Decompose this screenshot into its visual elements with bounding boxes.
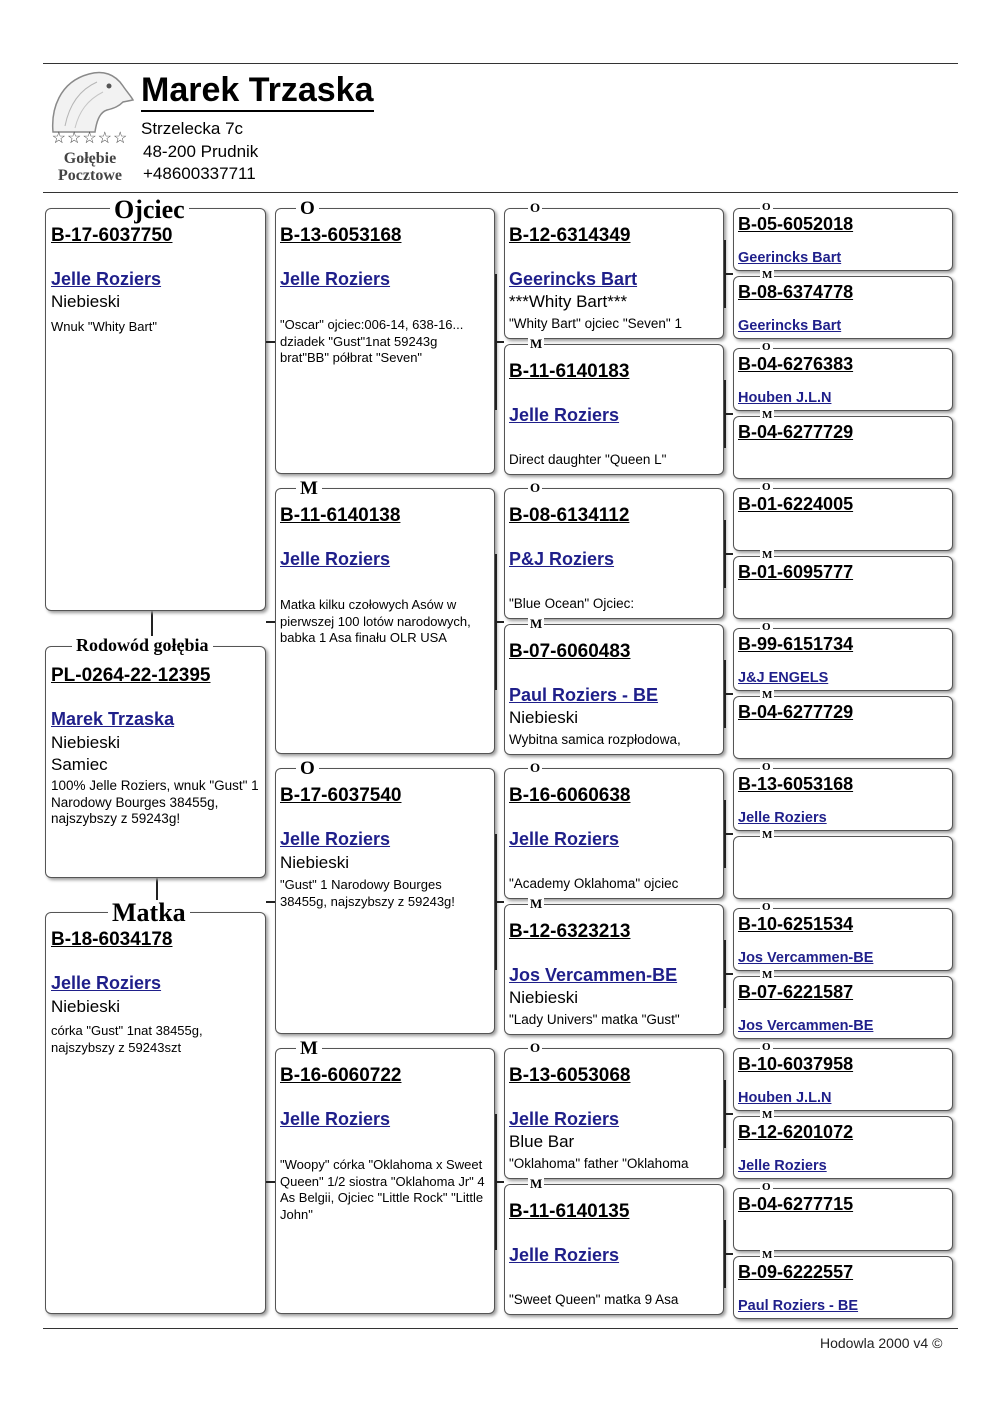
gen4-card[interactable]	[733, 276, 953, 339]
gen3-owner[interactable]: Jelle Roziers	[509, 1109, 620, 1129]
gen3-ring: B-11-6140135	[509, 1201, 630, 1222]
gen3-card[interactable]	[504, 344, 724, 475]
gen3-owner[interactable]: Geerincks Bart	[509, 269, 638, 289]
father-note: Wnuk "Whity Bart"	[51, 319, 158, 334]
connector-line	[724, 413, 733, 415]
gen4-sex-label: O	[762, 341, 771, 353]
gen4-ring: B-04-6277715	[738, 1194, 854, 1214]
gen4-owner[interactable]: Geerincks Bart	[738, 250, 842, 266]
connector-line	[495, 901, 504, 903]
gen3-card[interactable]	[504, 488, 724, 619]
gen3-sex-label: M	[530, 336, 543, 351]
gen2-ring: B-11-6140138	[280, 505, 401, 526]
gen3-color: Niebieski	[509, 988, 578, 1007]
gen3-owner[interactable]: Jelle Roziers	[509, 829, 620, 849]
father-ring: B-17-6037750	[51, 225, 173, 246]
connector-line	[266, 901, 275, 903]
connector-line	[724, 693, 733, 695]
gen2-owner[interactable]: Jelle Roziers	[280, 269, 391, 289]
pigeon-icon	[45, 66, 135, 136]
top-rule	[43, 63, 958, 64]
gen2-note: "Woopy" córka "Oklahoma x Sweet Queen" 1/2 siostra "Oklahoma Jr" 4 As Belgii, Ojciec "Little Rock" "Little John"	[280, 1157, 485, 1222]
gen2-sex-label: M	[296, 479, 322, 498]
gen4-sex-label: O	[762, 481, 771, 493]
gen4-card[interactable]	[733, 768, 953, 831]
connector-line	[495, 341, 504, 343]
gen4-card[interactable]	[733, 696, 953, 759]
logo-text-line2: Pocztowe	[58, 167, 122, 184]
gen4-owner[interactable]: J&J ENGELS	[738, 670, 829, 686]
gen3-owner[interactable]: Jelle Roziers	[509, 405, 620, 425]
connector-line	[151, 610, 153, 638]
gen4-card[interactable]	[733, 1116, 953, 1179]
footer-rule	[43, 1328, 958, 1329]
pedigree-label: Rodowód gołębia	[72, 636, 213, 654]
gen4-sex-label: M	[762, 1109, 773, 1121]
connector-line	[724, 833, 733, 835]
mother-color: Niebieski	[51, 997, 120, 1016]
father-card[interactable]	[45, 208, 266, 611]
gen3-note: "Sweet Queen" matka 9 Asa	[509, 1292, 679, 1307]
gen4-ring: B-10-6037958	[738, 1054, 854, 1074]
gen2-card[interactable]	[275, 208, 495, 474]
gen2-owner[interactable]: Jelle Roziers	[280, 829, 391, 849]
gen4-ring: B-05-6052018	[738, 214, 854, 234]
subject-note: 100% Jelle Roziers, wnuk "Gust" 1 Narodowy Bourges 38455g, najszybszy z 59243g!	[51, 778, 259, 826]
gen4-ring: B-09-6222557	[738, 1262, 854, 1282]
gen4-card[interactable]	[733, 628, 953, 691]
gen4-card[interactable]	[733, 1256, 953, 1319]
father-label: Ojciec	[110, 197, 189, 223]
gen2-card[interactable]	[275, 1048, 495, 1314]
gen4-ring: B-99-6151734	[738, 634, 854, 654]
gen3-note: Wybitna samica rozpłodowa,	[509, 732, 681, 747]
connector-line	[495, 1181, 504, 1183]
gen3-ring: B-08-6134112	[509, 505, 630, 526]
gen3-color: Blue Bar	[509, 1132, 575, 1151]
gen4-card[interactable]	[733, 488, 953, 551]
gen4-owner[interactable]: Houben J.L.N	[738, 390, 832, 406]
gen2-owner[interactable]: Jelle Roziers	[280, 1109, 391, 1129]
connector-line	[266, 341, 275, 343]
gen4-owner[interactable]: Geerincks Bart	[738, 318, 842, 334]
gen4-card[interactable]	[733, 416, 953, 479]
gen4-sex-label: O	[762, 1041, 771, 1053]
gen4-card[interactable]	[733, 1048, 953, 1111]
gen2-sex-label: M	[296, 1039, 322, 1058]
gen2-sex-label: O	[296, 759, 319, 778]
connector-line	[724, 1253, 733, 1255]
breeder-logo	[45, 66, 135, 186]
gen4-sex-label: O	[762, 1181, 771, 1193]
logo-stars: ☆☆☆☆☆	[51, 130, 129, 147]
footer-text: Hodowla 2000 v4 ©	[820, 1335, 943, 1351]
gen4-sex-label: M	[762, 269, 773, 281]
gen2-ring: B-16-6060722	[280, 1065, 402, 1086]
header-rule	[43, 192, 958, 193]
gen3-owner[interactable]: Jos Vercammen-BE	[509, 965, 678, 985]
gen2-note: Matka kilku czołowych Asów w pierwszej 100 lotów narodowych, babka 1 Asa finału OLR USA	[280, 597, 471, 645]
gen3-note: Direct daughter "Queen L"	[509, 452, 667, 467]
gen4-ring: B-04-6276383	[738, 354, 854, 374]
gen3-ring: B-13-6053068	[509, 1065, 631, 1086]
gen4-ring: B-12-6201072	[738, 1122, 854, 1142]
subject-card[interactable]	[45, 646, 266, 878]
gen4-owner[interactable]: Jelle Roziers	[738, 810, 827, 826]
subject-ring: PL-0264-22-12395	[51, 665, 211, 686]
gen4-owner[interactable]: Jelle Roziers	[738, 1158, 827, 1174]
gen2-owner[interactable]: Jelle Roziers	[280, 549, 391, 569]
gen4-owner[interactable]: Houben J.L.N	[738, 1090, 832, 1106]
connector-line	[266, 621, 275, 623]
gen3-card[interactable]	[504, 768, 724, 899]
breeder-street: Strzelecka 7c	[141, 119, 244, 138]
gen4-card[interactable]	[733, 976, 953, 1039]
gen4-owner[interactable]: Jos Vercammen-BE	[738, 950, 874, 966]
gen4-ring: B-04-6277729	[738, 702, 854, 722]
gen3-sex-label: O	[530, 760, 541, 775]
father-owner[interactable]: Jelle Roziers	[51, 269, 162, 289]
gen4-sex-label: O	[762, 621, 771, 633]
gen4-card[interactable]	[733, 836, 953, 899]
connector-line	[724, 553, 733, 555]
mother-card[interactable]	[45, 912, 266, 1314]
gen2-sex-label: O	[296, 199, 319, 218]
gen3-sex-label: O	[530, 480, 541, 495]
gen4-ring: B-01-6095777	[738, 562, 854, 582]
gen4-sex-label: M	[762, 689, 773, 701]
gen3-ring: B-07-6060483	[509, 641, 631, 662]
gen2-color: Niebieski	[280, 853, 349, 872]
gen4-ring: B-04-6277729	[738, 422, 854, 442]
subject-sex: Samiec	[51, 755, 108, 774]
gen4-sex-label: M	[762, 969, 773, 981]
gen3-card[interactable]	[504, 904, 724, 1035]
gen4-card[interactable]	[733, 556, 953, 619]
gen2-note: "Oscar" ojciec:006-14, 638-16... dziadek "Gust"1nat 59243g brat"BB" półbrat "Seven"	[280, 317, 464, 365]
subject-color: Niebieski	[51, 733, 120, 752]
gen4-ring: B-01-6224005	[738, 494, 854, 514]
connector-line	[724, 973, 733, 975]
gen4-sex-label: M	[762, 1249, 773, 1261]
gen2-card[interactable]	[275, 768, 495, 1034]
gen2-ring: B-13-6053168	[280, 225, 402, 246]
gen3-note: "Lady Univers" matka "Gust"	[509, 1012, 680, 1027]
gen3-card[interactable]	[504, 624, 724, 755]
gen4-ring: B-10-6251534	[738, 914, 854, 934]
gen4-sex-label: M	[762, 549, 773, 561]
gen3-note: "Blue Ocean" Ojciec:	[509, 596, 635, 611]
mother-ring: B-18-6034178	[51, 929, 173, 950]
gen2-ring: B-17-6037540	[280, 785, 402, 806]
gen3-card[interactable]	[504, 1184, 724, 1315]
gen4-owner[interactable]: Paul Roziers - BE	[738, 1298, 859, 1314]
gen4-owner[interactable]: Jos Vercammen-BE	[738, 1018, 874, 1034]
gen3-ring: B-11-6140183	[509, 361, 630, 382]
connector-line	[724, 273, 733, 275]
gen3-card[interactable]	[504, 1048, 724, 1179]
gen3-owner[interactable]: Jelle Roziers	[509, 1245, 620, 1265]
subject-owner[interactable]: Marek Trzaska	[51, 709, 175, 729]
mother-note: córka "Gust" 1nat 38455g, najszybszy z 59243szt	[51, 1023, 203, 1055]
gen3-sex-label: M	[530, 896, 543, 911]
gen4-ring: B-13-6053168	[738, 774, 854, 794]
gen3-sex-label: M	[530, 1176, 543, 1191]
gen3-owner[interactable]: Paul Roziers - BE	[509, 685, 659, 705]
gen4-sex-label: M	[762, 829, 773, 841]
father-color: Niebieski	[51, 292, 120, 311]
gen3-color: ***Whity Bart***	[509, 292, 628, 311]
gen3-card[interactable]	[504, 208, 724, 339]
gen2-card[interactable]	[275, 488, 495, 754]
gen3-sex-label: O	[530, 200, 541, 215]
gen3-note: "Oklahoma" father "Oklahoma	[509, 1156, 689, 1171]
gen3-note: "Academy Oklahoma" ojciec	[509, 876, 679, 891]
gen4-sex-label: O	[762, 901, 771, 913]
gen2-note: "Gust" 1 Narodowy Bourges 38455g, najszybszy z 59243g!	[280, 877, 455, 909]
breeder-phone: +48600337711	[143, 164, 256, 183]
gen4-ring: B-08-6374778	[738, 282, 854, 302]
gen4-ring: B-07-6221587	[738, 982, 854, 1002]
connector-line	[724, 1113, 733, 1115]
mother-owner[interactable]: Jelle Roziers	[51, 973, 162, 993]
gen3-sex-label: M	[530, 616, 543, 631]
gen3-sex-label: O	[530, 1040, 541, 1055]
gen3-color: Niebieski	[509, 708, 578, 727]
gen3-note: "Whity Bart" ojciec "Seven" 1	[509, 316, 682, 331]
connector-line	[495, 621, 504, 623]
breeder-city: 48-200 Prudnik	[143, 142, 259, 161]
gen4-card[interactable]	[733, 1188, 953, 1251]
breeder-name: Marek Trzaska	[141, 70, 374, 112]
gen3-ring: B-16-6060638	[509, 785, 631, 806]
gen3-owner[interactable]: P&J Roziers	[509, 549, 615, 569]
gen4-sex-label: M	[762, 409, 773, 421]
gen4-card[interactable]	[733, 348, 953, 411]
logo-text-line1: Gołębie	[63, 150, 117, 167]
gen4-card[interactable]	[733, 908, 953, 971]
gen3-ring: B-12-6314349	[509, 225, 631, 246]
connector-line	[266, 1181, 275, 1183]
gen3-ring: B-12-6323213	[509, 921, 631, 942]
gen4-sex-label: O	[762, 761, 771, 773]
gen4-card[interactable]	[733, 208, 953, 271]
mother-label: Matka	[108, 900, 190, 926]
gen4-sex-label: O	[762, 201, 771, 213]
